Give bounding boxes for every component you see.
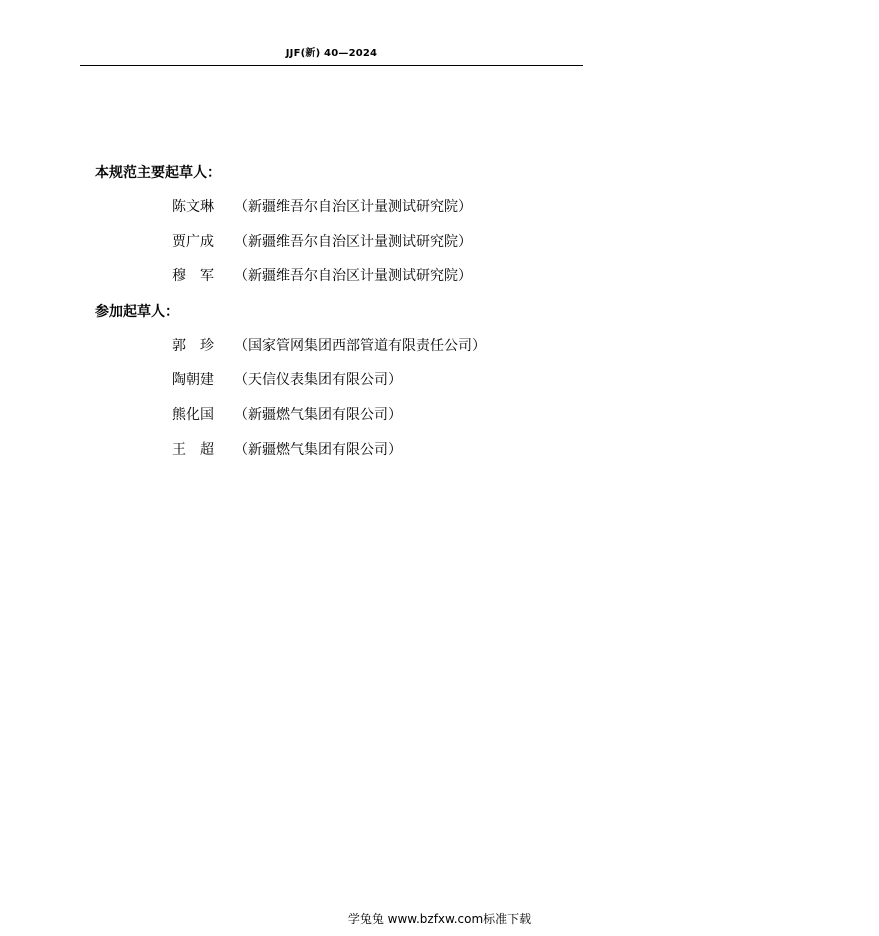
drafter-name: 穆 军 — [172, 268, 214, 284]
drafter-organization: （天信仪表集团有限公司） — [234, 372, 402, 388]
drafter-name: 郭 珍 — [172, 338, 214, 354]
drafter-organization: （新疆燃气集团有限公司） — [234, 407, 402, 423]
footer-watermark: 学兔兔 www.bzfxw.com标准下载 — [347, 912, 532, 926]
drafter-organization: （新疆维吾尔自治区计量测试研究院） — [234, 268, 472, 284]
drafter-name: 陶朝建 — [172, 372, 214, 388]
drafter-organization: （新疆维吾尔自治区计量测试研究院） — [234, 199, 472, 215]
page-header — [80, 46, 583, 66]
drafter-name: 陈文琳 — [172, 199, 214, 215]
participating-drafters-heading: 参加起草人： — [95, 304, 179, 320]
standard-code: JJF(新) 40—2024 — [285, 48, 378, 59]
drafter-organization: （新疆燃气集团有限公司） — [234, 442, 402, 458]
main-drafters-heading: 本规范主要起草人： — [95, 165, 221, 181]
drafter-name: 贾广成 — [172, 234, 214, 250]
drafter-organization: （新疆维吾尔自治区计量测试研究院） — [234, 234, 472, 250]
drafter-name: 熊化国 — [172, 407, 214, 423]
drafter-name: 王 超 — [172, 442, 214, 458]
drafter-organization: （国家管网集团西部管道有限责任公司） — [234, 338, 486, 354]
